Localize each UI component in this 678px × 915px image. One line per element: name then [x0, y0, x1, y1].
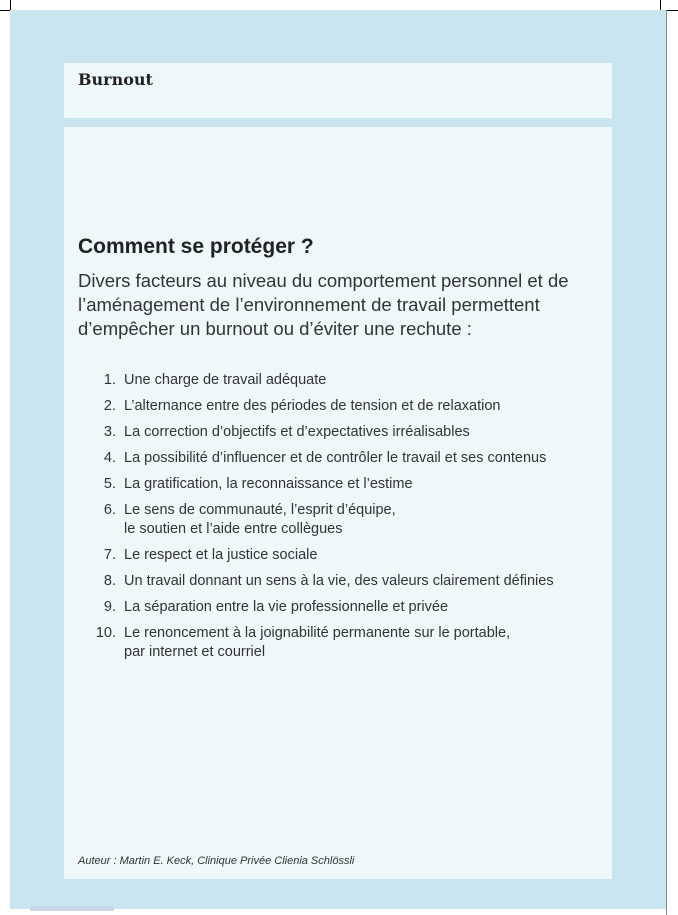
- list-item-text: [124, 546, 606, 565]
- list-item: [78, 624, 606, 662]
- crop-mark-top-right-v: [660, 0, 661, 10]
- list-item-text: [124, 475, 606, 494]
- list-item-number: 1.: [103, 372, 116, 388]
- list-item: [78, 475, 606, 494]
- list-item-text: [124, 624, 606, 662]
- crop-mark-right-v: [666, 10, 667, 915]
- crop-mark-top-right-h: [666, 10, 678, 11]
- list-item-line: Le respect et la justice sociale: [124, 547, 318, 563]
- list-item: [78, 371, 606, 390]
- list-item-text: [124, 501, 606, 539]
- list-item-line: La séparation entre la vie professionnelle et privée: [124, 599, 449, 615]
- list-item-text: [124, 598, 606, 617]
- content-box: [64, 127, 612, 879]
- intro-paragraph: Divers facteurs au niveau du comportement personnel et de l’aménagement de l’environnement de travail permettent d’empêcher un burnout ou d’éviter une rechute :: [78, 270, 569, 339]
- list-item-line: Une charge de travail adéquate: [124, 372, 327, 388]
- list-item-line: le soutien et l’aide entre collègues: [124, 521, 343, 537]
- list-item-line: Le renoncement à la joignabilité permanente sur le portable,: [124, 625, 511, 641]
- list-item-line: La correction d’objectifs et d’expectatives irréalisables: [124, 424, 470, 440]
- list-item-line: La possibilité d’influencer et de contrôler le travail et ses contenus: [124, 450, 547, 466]
- list-item-text: [124, 423, 606, 442]
- header-box: [64, 63, 612, 118]
- list-item-number: 10.: [95, 625, 116, 641]
- list-item-text: [124, 449, 606, 468]
- list-item-number: 4.: [103, 450, 116, 466]
- list-item: [78, 546, 606, 565]
- list-item: [78, 397, 606, 416]
- page-title: Burnout: [78, 70, 153, 89]
- list-item-number: 9.: [103, 599, 116, 615]
- author-credit: Auteur : Martin E. Keck, Clinique Privée Clienia Schlössli: [78, 855, 355, 867]
- list-item-number: 8.: [103, 573, 116, 589]
- list-item-line: Un travail donnant un sens à la vie, des valeurs clairement définies: [124, 573, 554, 589]
- list-item-text: [124, 397, 606, 416]
- list-item-text: [124, 371, 606, 390]
- list-item-line: L’alternance entre des périodes de tension et de relaxation: [124, 398, 501, 414]
- section-heading: Comment se protéger ?: [78, 235, 314, 258]
- factor-list: [78, 371, 606, 669]
- bottom-edge-mark: [30, 906, 114, 911]
- list-item-text: [124, 572, 606, 591]
- list-item: [78, 423, 606, 442]
- list-item-number: 2.: [103, 398, 116, 414]
- list-item-line: par internet et courriel: [124, 644, 266, 660]
- list-item: [78, 449, 606, 468]
- list-item: [78, 572, 606, 591]
- list-item-line: Le sens de communauté, l’esprit d’équipe,: [124, 502, 396, 518]
- list-item: [78, 501, 606, 539]
- list-item-number: 3.: [103, 424, 116, 440]
- document-page: [10, 10, 666, 909]
- crop-mark-top-left-h: [0, 10, 10, 11]
- list-item-number: 7.: [103, 547, 116, 563]
- crop-mark-top-left-v: [10, 0, 11, 10]
- list-item-number: 5.: [103, 476, 116, 492]
- list-item-line: La gratification, la reconnaissance et l’estime: [124, 476, 413, 492]
- list-item-number: 6.: [103, 502, 116, 518]
- list-item: [78, 598, 606, 617]
